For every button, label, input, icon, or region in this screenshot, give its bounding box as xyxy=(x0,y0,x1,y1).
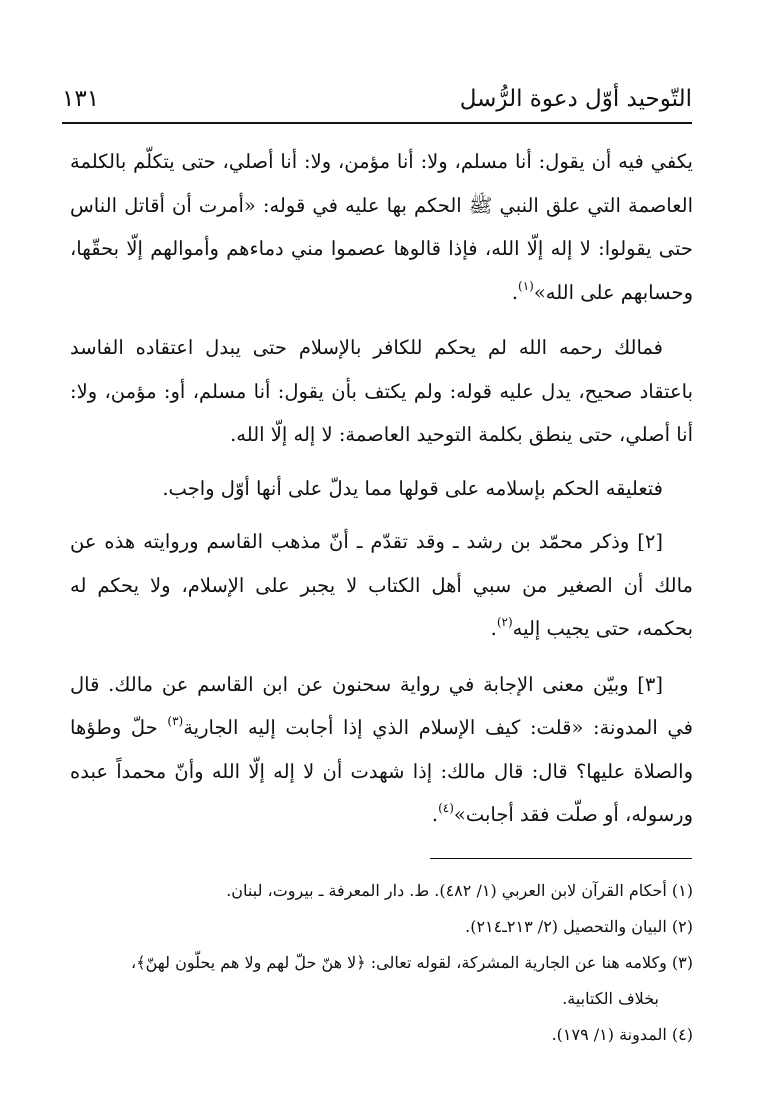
footnote-3: (٣) وكلامه هنا عن الجارية المشركة، لقوله تعالى: ﴿لا هنّ حلّ لهم ولا هم يحلّون لهنّ﴾، xyxy=(131,953,693,972)
page-number: ١٣١ xyxy=(62,86,100,112)
running-title: التّوحيد أوّل دعوة الرُّسل xyxy=(459,86,692,112)
footnote-separator xyxy=(430,858,692,859)
footnote-ref-3: (٣) xyxy=(167,714,184,728)
footnote-1: (١) أحكام القرآن لابن العربي (١/ ٤٨٢). ط. دار المعرفة ـ بيروت، لبنان. xyxy=(226,881,693,900)
footnote-2: (٢) البيان والتحصيل (٢/ ٢١٣ـ٢١٤). xyxy=(465,917,693,936)
paragraph-5-text-a: [٣] وبيّن معنى الإجابة في رواية سحنون عن ابن القاسم عن مالك. قال في المدونة: «قلت: كيف الإسلام الذي إذا أجابت إليه الجارية xyxy=(70,672,693,739)
paragraph-1 xyxy=(70,140,693,314)
paragraph-4 xyxy=(70,520,693,651)
paragraph-5 xyxy=(70,663,693,837)
running-head xyxy=(62,82,692,118)
paragraph-5-text-b: حلّ وطؤها والصلاة عليها؟ قال: قال مالك: إذا شهدت أن لا إله إلّا الله وأنّ محمداً عبده ورسوله، أو صلّت فقد أجابت» xyxy=(70,716,693,826)
main-text xyxy=(70,140,693,837)
paragraph-3: فتعليقه الحكم بإسلامه على قولها مما يدلّ على أنها أوّل واجب. xyxy=(162,476,663,500)
footnote-3-continued: بخلاف الكتابية. xyxy=(562,989,659,1008)
paragraph-2: فمالك رحمه الله لم يحكم للكافر بالإسلام حتى يبدل اعتقاده الفاسد باعتقاد صحيح، يدل عليه قوله: ولم يكتف بأن يقول: أنا مسلم، أو: مؤمن، ولا: أنا أصلي، حتى ينطق بكلمة التوحيد العاصمة: لا إله إلّا الله. xyxy=(70,336,693,446)
footnote-4: (٤) المدونة (١/ ١٧٩). xyxy=(551,1025,693,1044)
footnotes xyxy=(70,873,693,1053)
footnote-ref-1: (١) xyxy=(518,278,534,293)
footnote-ref-2: (٢) xyxy=(496,615,513,629)
header-rule xyxy=(62,122,692,124)
paragraph-1-end: . xyxy=(511,280,519,304)
paragraph-1-text: يكفي فيه أن يقول: أنا مسلم، ولا: أنا مؤمن، ولا: أنا أصلي، حتى يتكلّم بالكلمة العاصمة التي علق النبي ﷺ الحكم بها عليه في قوله: «أمرت أن أقاتل الناس حتى يقولوا: لا إله إلّا الله، فإذا قالوها عصموا مني دماءهم وأموالهم إلّا بحقّها، وحسابهم على الله» xyxy=(70,150,693,304)
footnote-ref-4: (٤) xyxy=(438,801,454,815)
paragraph-4-text: [٢] وذكر محمّد بن رشد ـ وقد تقدّم ـ أنّ مذهب القاسم وروايته هذه عن مالك أن الصغير من سبي أهل الكتاب لا يجبر على الإسلام، ولا يحكم له بحكمه، حتى يجيب إليه xyxy=(70,530,693,640)
paragraph-5-end: . xyxy=(431,803,439,826)
paragraph-4-end: . xyxy=(490,617,497,640)
